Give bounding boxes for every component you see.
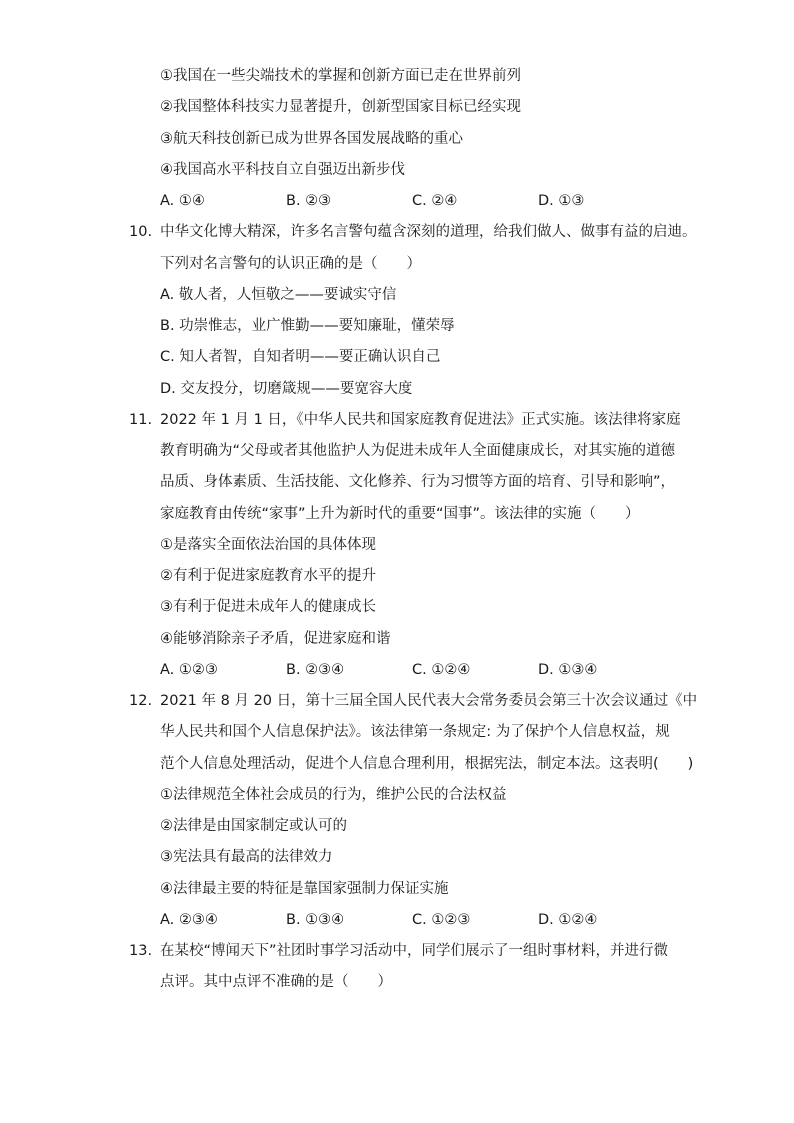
q11-number: 11. (129, 412, 153, 428)
q10-choice-d: D. 交友投分，切磨箴规——要宽容大度 (160, 381, 413, 397)
q12-stem-line-3: 范个人信息处理活动，促进个人信息合理利用，根据宪法，制定本法。这表明( ) (160, 756, 694, 772)
q12-option-a: A. ②③④ (160, 912, 218, 928)
q11-stem-line-3: 品质、身体素质、生活技能、文化修养、行为习惯等方面的培育、引导和影响”， (160, 474, 676, 490)
q11-option-b: B. ②③④ (286, 662, 345, 678)
q10-choice-b: B. 功崇惟志，业广惟勤——要知廉耻，懂荣辱 (160, 318, 455, 334)
q13-stem-line-2: 点评。其中点评不准确的是（ ） (160, 974, 392, 990)
q9-statement-3: ③航天科技创新已成为世界各国发展战略的重心 (160, 131, 463, 147)
q11-statement-1: ①是落实全面依法治国的具体体现 (160, 537, 376, 553)
q9-options (160, 191, 630, 211)
q11-statement-4: ④能够消除亲子矛盾，促进家庭和谐 (160, 631, 391, 647)
q11-stem-line-2: 教育明确为“父母或者其他监护人为促进未成年人全面健康成长，对其实施的道德 (160, 443, 676, 459)
q12-option-d: D. ①②④ (538, 912, 598, 928)
q12-options (160, 910, 630, 930)
q9-option-c: C. ②④ (412, 193, 458, 209)
q9-statement-4: ④我国高水平科技自立自强迈出新步伐 (160, 162, 405, 178)
q10-stem-line-2: 下列对名言警句的认识正确的是（ ） (160, 256, 421, 272)
q9-option-d: D. ①③ (538, 193, 585, 209)
q12-stem-line-2: 华人民共和国个人信息保护法》。该法律第一条规定: 为了保护个人信息权益，规 (160, 724, 670, 740)
q11-statement-2: ②有利于促进家庭教育水平的提升 (160, 568, 376, 584)
q12-stem-line-1: 2021 年 8 月 20 日，第十三届全国人民代表大会常务委员会第三十次会议通过《中 (160, 693, 698, 709)
q11-stem-line-4: 家庭教育由传统“家事”上升为新时代的重要“国事”。该法律的实施（ ） (160, 506, 640, 522)
q11-statement-3: ③有利于促进未成年人的健康成长 (160, 599, 376, 615)
q12-statement-1: ①法律规范全体社会成员的行为，维护公民的合法权益 (160, 787, 507, 803)
q13-number: 13. (129, 943, 153, 959)
q11-options (160, 660, 630, 680)
q11-option-d: D. ①③④ (538, 662, 598, 678)
q12-statement-2: ②法律是由国家制定或认可的 (160, 818, 347, 834)
q10-number: 10. (129, 224, 153, 240)
q10-choice-a: A. 敬人者，人恒敬之——要诚实守信 (160, 287, 397, 303)
q9-option-a: A. ①④ (160, 193, 205, 209)
q13-stem-line-1: 在某校“博闻天下”社团时事学习活动中，同学们展示了一组时事材料，并进行微 (160, 943, 669, 959)
q9-statement-1: ①我国在一些尖端技术的掌握和创新方面已走在世界前列 (160, 68, 521, 84)
q12-number: 12. (129, 693, 153, 709)
q12-statement-4: ④法律最主要的特征是靠国家强制力保证实施 (160, 881, 449, 897)
q12-option-b: B. ①③④ (286, 912, 345, 928)
q9-option-b: B. ②③ (286, 193, 332, 209)
q9-statement-2: ②我国整体科技实力显著提升，创新型国家目标已经实现 (160, 99, 521, 115)
q11-option-c: C. ①②④ (412, 662, 471, 678)
q11-option-a: A. ①②③ (160, 662, 218, 678)
q12-statement-3: ③宪法具有最高的法律效力 (160, 849, 333, 865)
q10-choice-c: C. 知人者智，自知者明——要正确认识自己 (160, 349, 441, 365)
q11-stem-line-1: 2022 年 1 月 1 日，《中华人民共和国家庭教育促进法》正式实施。该法律将家庭 (160, 412, 681, 428)
q12-option-c: C. ①②③ (412, 912, 471, 928)
q10-stem-line-1: 中华文化博大精深，许多名言警句蕴含深刻的道理，给我们做人、做事有益的启迪。 (160, 224, 697, 240)
